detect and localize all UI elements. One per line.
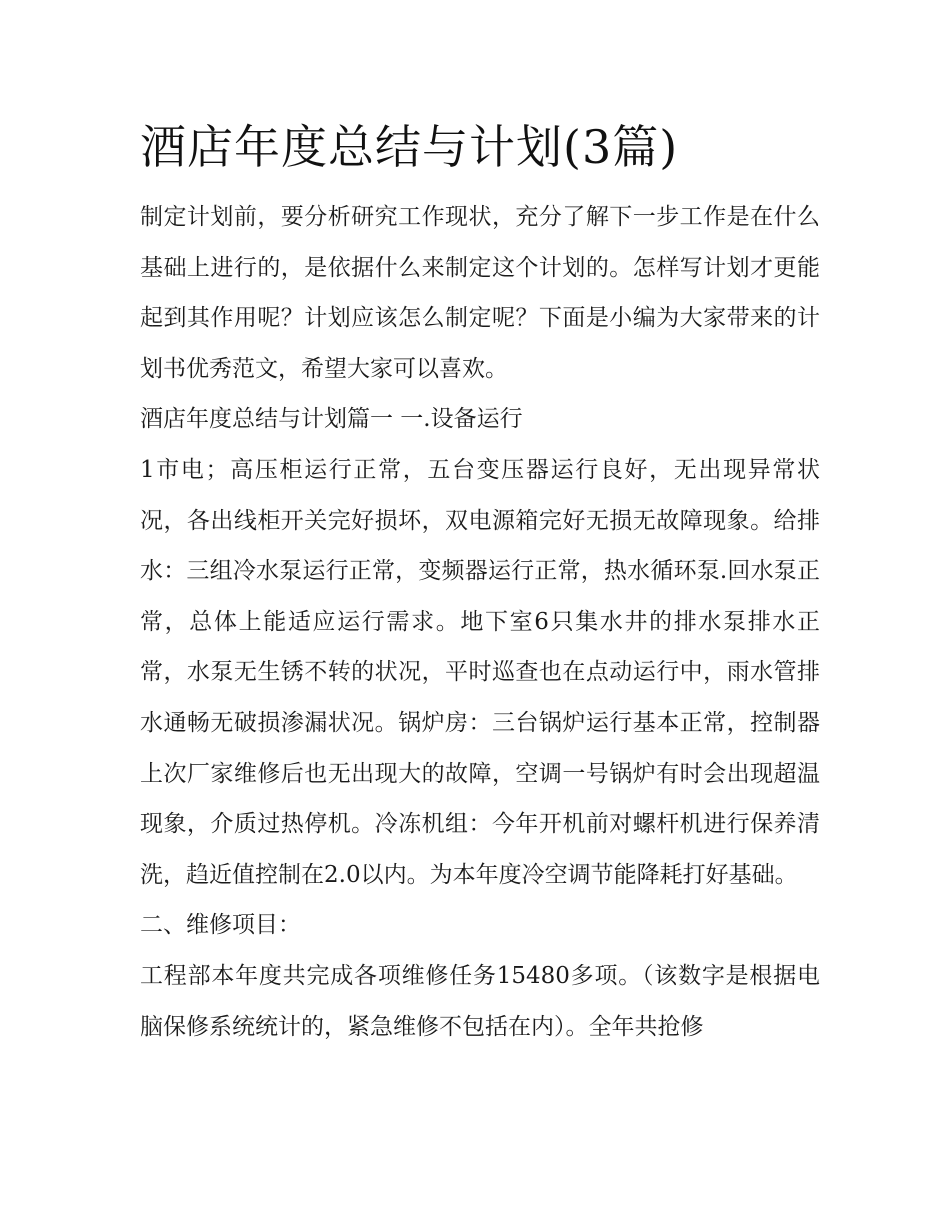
section-heading-maintenance: 二、维修项目：	[140, 912, 301, 939]
document-title: 酒店年度总结与计划(3篇)	[140, 120, 679, 174]
section-heading-equipment: 酒店年度总结与计划篇一 一.设备运行	[140, 406, 523, 433]
equipment-paragraph: 1市电；高压柜运行正常，五台变压器运行良好，无出现异常状况，各出线柜开关完好损坏，双电源箱完好无损无故障现象。给排水：三组冷水泵运行正常，变频器运行正常，热水循环泵.回水泵正常，总体上能适应运行需求。地下室6只集水井的排水泵排水正常，水泵无生锈不转的状况，平时巡查也在点动运行中，雨水管排水通畅无破损渗漏状况。锅炉房：三台锅炉运行基本正常，控制器上次厂家维修后也无出现大的故障，空调一号锅炉有时会出现超温现象，介质过热停机。冷冻机组：今年开机前对螺杆机进行保养清洗，趋近值控制在2.0以内。为本年度冷空调节能降耗打好基础。	[140, 456, 820, 888]
document-body	[140, 116, 820, 1052]
maintenance-paragraph: 工程部本年度共完成各项维修任务15480多项。（该数字是根据电脑保修系统统计的，紧急维修不包括在内）。全年共抢修	[140, 962, 820, 1040]
intro-paragraph: 制定计划前，要分析研究工作现状，充分了解下一步工作是在什么基础上进行的，是依据什么来制定这个计划的。怎样写计划才更能起到其作用呢？计划应该怎么制定呢？下面是小编为大家带来的计划书优秀范文，希望大家可以喜欢。	[140, 204, 820, 382]
